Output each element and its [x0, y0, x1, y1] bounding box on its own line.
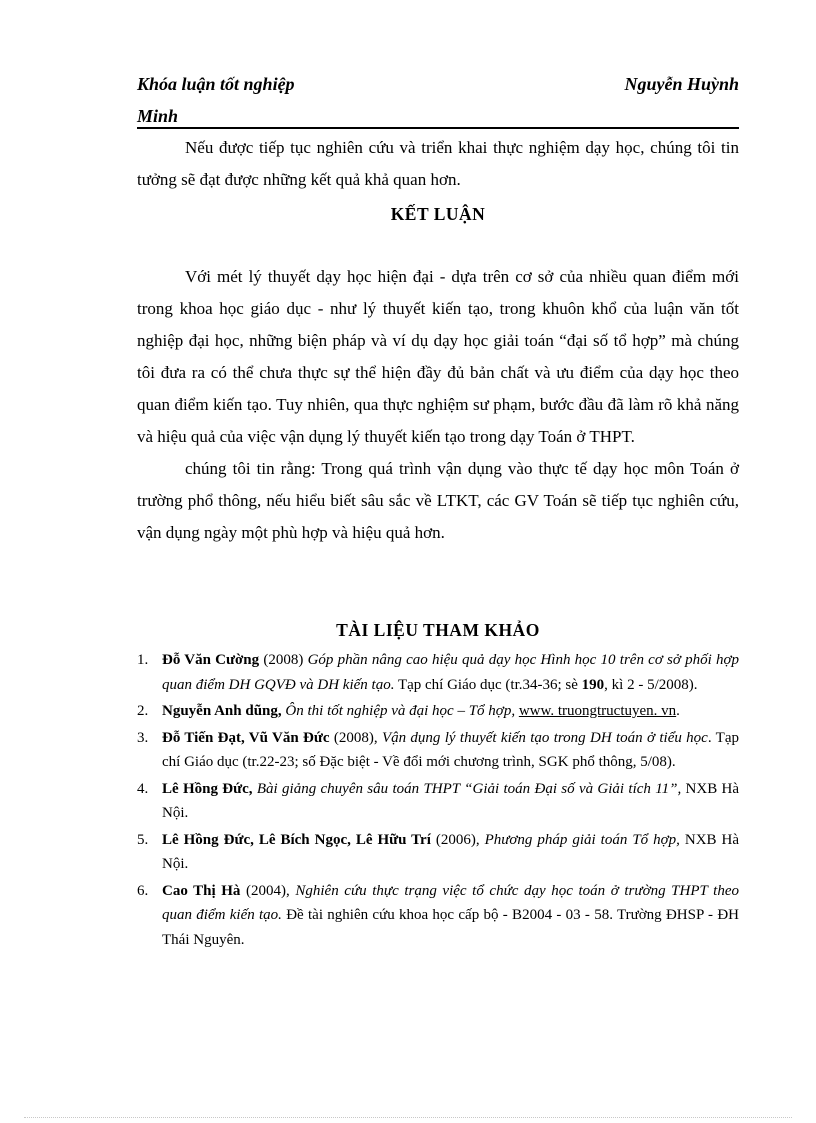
reference-title: Nghiên cứu thực trạng việc tổ chức dạy học toán ở trường THPT theo quan điểm kiến tạo. [162, 882, 739, 923]
reference-source-tail: . [676, 703, 680, 719]
reference-number: 6. [137, 882, 149, 899]
page-header [137, 68, 739, 132]
reference-source: Đề tài nghiên cứu khoa học cấp bộ - B2004 - 03 - 58. Trường ĐHSP - ĐH Thái Nguyên. [162, 907, 740, 948]
reference-number: 4. [137, 780, 149, 797]
reference-list [137, 648, 739, 954]
reference-authors: Lê Hồng Đức, [162, 780, 253, 797]
reference-year: (2008) [259, 652, 308, 668]
reference-link[interactable]: www. truongtructuyen. vn [518, 703, 677, 719]
page-bottom-border [24, 1117, 792, 1118]
conclusion-section [137, 261, 739, 549]
reference-authors: Cao Thị Hà [162, 882, 241, 899]
reference-title: Bài giảng chuyên sâu toán THPT “Giải toán Đại số và Giải tích 11”, [256, 780, 682, 797]
reference-item [137, 828, 739, 877]
conclusion-paragraph: Với mét lý thuyết dạy học hiện đại - dựa trên cơ sở của nhiều quan điểm mới trong khoa học giáo dục - như lý thuyết kiến tạo, trong khuôn khổ của luận văn tốt nghiệp đại học, những biện pháp và ví dụ dạy học giải toán “đại số tổ hợp” mà chúng tôi đưa ra có thể chưa thực sự thể hiện đầy đủ bản chất và ưu điểm của dạy học theo quan điểm kiến tạo. Tuy nhiên, qua thực nghiệm sư phạm, bước đầu đã làm rõ khả năng và hiệu quả của việc vận dụng lý thuyết kiến tạo trong dạy Toán ở THPT. [137, 267, 739, 446]
reference-source-tail: , kì 2 - 5/2008). [604, 676, 698, 693]
reference-issue: 190 [581, 676, 605, 693]
reference-title: Vận dụng lý thuyết kiến tạo trong DH toán ở tiểu học [381, 729, 708, 746]
reference-item [137, 726, 739, 775]
reference-item [137, 699, 739, 724]
reference-authors: Đỗ Tiến Đạt, Vũ Văn Đức [162, 729, 330, 746]
reference-year: (2004), [240, 882, 296, 899]
reference-source: NXB Hà Nội. [162, 831, 739, 872]
reference-number: 2. [137, 703, 149, 719]
reference-title: Phương pháp giải toán Tổ hợp, [484, 831, 680, 848]
references-heading: TÀI LIỆU THAM KHẢO [336, 620, 540, 640]
reference-source: . Tạp chí Giáo dục (tr.22-23; số Đặc biệt - Về đổi mới chương trình, SGK phổ thông, 5/08). [162, 729, 739, 770]
reference-title: Ôn thi tốt nghiệp và đại học – Tổ hợp, [285, 703, 516, 719]
reference-item [137, 648, 739, 697]
conclusion-paragraph: chúng tôi tin rằng: Trong quá trình vận dụng vào thực tế dạy học môn Toán ở trường phổ thông, nếu hiểu biết sâu sắc về LTKT, các GV Toán sẽ tiếp tục nghiên cứu, vận dụng ngày một phù hợp và hiệu quả hơn. [137, 459, 739, 542]
reference-item [137, 777, 739, 826]
reference-number: 3. [137, 729, 149, 746]
header-title: Khóa luận tốt nghiệp [137, 74, 295, 94]
conclusion-heading: KẾT LUẬN [390, 204, 486, 224]
reference-year: (2006), [430, 831, 485, 848]
reference-number: 5. [137, 831, 149, 848]
intro-paragraph: Nếu được tiếp tục nghiên cứu và triển khai thực nghiệm dạy học, chúng tôi tin tưởng sẽ đạt được những kết quả khả quan hơn. [137, 138, 739, 189]
header-author-continuation: Minh [137, 106, 179, 126]
reference-authors: Đỗ Văn Cường [162, 652, 260, 668]
reference-source: NXB Hà Nội. [162, 780, 740, 821]
intro-section [137, 132, 739, 196]
reference-source: Tạp chí Giáo dục (tr.34-36; sè [394, 676, 582, 693]
header-divider [137, 127, 739, 129]
reference-year: (2008), [329, 729, 382, 746]
reference-authors: Nguyễn Anh dũng, [162, 703, 282, 719]
reference-item [137, 879, 739, 953]
header-author: Nguyễn Huỳnh [624, 74, 739, 94]
reference-authors: Lê Hồng Đức, Lê Bích Ngọc, Lê Hữu Trí [162, 831, 431, 848]
reference-number: 1. [137, 652, 149, 668]
reference-title: Góp phần nâng cao hiệu quả dạy học Hình học 10 trên cơ sở phối hợp quan điểm DH GQVĐ và DH kiến tạo. [162, 652, 739, 693]
